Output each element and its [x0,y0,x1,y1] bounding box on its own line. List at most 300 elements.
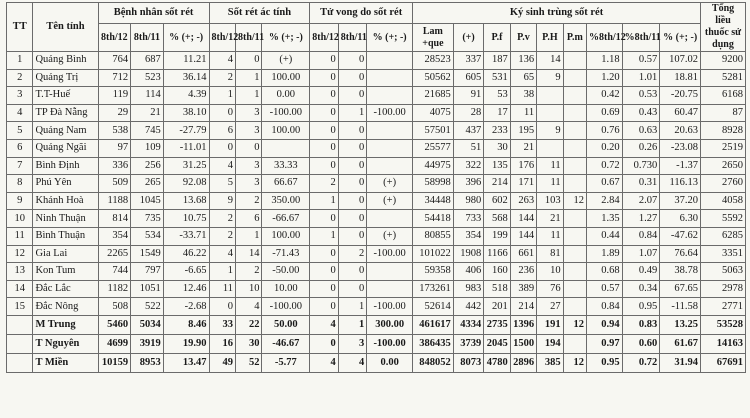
table-cell: 406 [453,263,484,281]
table-cell: 11 [537,175,563,193]
table-cell: 19.90 [163,334,209,353]
table-cell: 10.75 [163,210,209,228]
table-cell: 5034 [131,315,164,334]
table-cell: 12 [563,353,586,372]
subheader: P.f [484,24,510,52]
table-cell: 33 [209,315,235,334]
row-number: 13 [7,263,33,281]
table-cell: 568 [484,210,510,228]
table-cell: 322 [453,157,484,175]
table-cell: 160 [484,263,510,281]
table-cell: 8.46 [163,315,209,334]
table-cell: 22 [235,315,261,334]
table-cell: 3 [235,157,261,175]
table-cell: 5063 [701,263,746,281]
row-number: 7 [7,157,33,175]
table-cell: 0 [235,139,261,157]
table-cell [563,157,586,175]
table-cell: 1 [310,192,338,210]
table-cell: 337 [453,52,484,70]
row-number: 6 [7,139,33,157]
province-name: Khánh Hoà [33,192,98,210]
table-cell: -5.77 [262,353,310,372]
header-tt: TT [7,3,33,52]
row-number [7,353,33,372]
table-cell: 201 [484,298,510,316]
table-cell: 10.00 [262,280,310,298]
table-cell: 76 [537,280,563,298]
table-cell: 0.20 [587,139,623,157]
row-number [7,315,33,334]
table-cell: 1 [235,69,261,87]
table-cell: 67691 [701,353,746,372]
table-cell [563,263,586,281]
table-cell: 744 [98,263,131,281]
table-cell: 11 [209,280,235,298]
table-cell: 91 [453,87,484,105]
table-cell [537,139,563,157]
table-cell: 28523 [413,52,454,70]
table-cell: 13.47 [163,353,209,372]
table-cell: 101022 [413,245,454,263]
total-row [7,353,746,372]
table-cell: (+) [367,175,413,193]
table-cell: 983 [453,280,484,298]
row-number: 5 [7,122,33,140]
table-cell: 103 [537,192,563,210]
table-cell: 2 [338,245,366,263]
table-cell: 0 [338,227,366,245]
table-cell: 3351 [701,245,746,263]
table-cell: 0 [338,263,366,281]
table-cell: 602 [484,192,510,210]
table-cell: 0 [310,52,338,70]
table-cell: -100.00 [367,334,413,353]
table-cell: 0 [338,69,366,87]
table-cell: 534 [131,227,164,245]
table-cell: 4334 [453,315,484,334]
table-cell: 0.72 [587,157,623,175]
table-cell: 1 [209,87,235,105]
table-cell: 848052 [413,353,454,372]
subheader: % (+; -) [163,24,209,52]
table-cell: 13.68 [163,192,209,210]
table-cell: 16 [209,334,235,353]
table-row [7,298,746,316]
table-cell: 30 [235,334,261,353]
table-cell: 44975 [413,157,454,175]
table-cell: 2.07 [622,192,660,210]
table-cell: 1.07 [622,245,660,263]
table-cell [367,210,413,228]
table-cell: 0.730 [622,157,660,175]
table-cell: 0.53 [622,87,660,105]
province-name: Bình Định [33,157,98,175]
table-cell [563,87,586,105]
subheader: % (+; -) [367,24,413,52]
table-cell [537,87,563,105]
table-row [7,139,746,157]
table-cell: 11.21 [163,52,209,70]
table-cell: 11 [537,157,563,175]
province-name: T Nguyên [33,334,98,353]
table-cell: 0.44 [587,227,623,245]
table-cell: 389 [510,280,536,298]
table-cell: 1 [235,87,261,105]
table-cell: 53528 [701,315,746,334]
province-name: Đắc Nông [33,298,98,316]
table-cell: 0.60 [622,334,660,353]
table-cell [563,298,586,316]
table-cell: 0.49 [622,263,660,281]
table-cell: 4 [235,298,261,316]
table-cell: 2 [209,227,235,245]
table-cell: 0.95 [622,298,660,316]
table-cell: -11.01 [163,139,209,157]
table-cell: 1.20 [587,69,623,87]
table-cell: 5592 [701,210,746,228]
table-cell: 4 [209,245,235,263]
table-cell: 0.63 [622,122,660,140]
table-cell: 1.89 [587,245,623,263]
table-row [7,87,746,105]
table-cell: -20.75 [660,87,701,105]
table-cell [563,52,586,70]
subheader: %8th/12 [587,24,623,52]
table-cell: 0 [338,157,366,175]
table-cell [367,52,413,70]
table-cell: 6285 [701,227,746,245]
table-cell: 81 [537,245,563,263]
subheader: 8th/12 [98,24,131,52]
table-cell [563,139,586,157]
table-cell: 265 [131,175,164,193]
table-row [7,157,746,175]
table-cell: 0 [338,175,366,193]
table-cell: -1.37 [660,157,701,175]
table-cell: 0.94 [587,315,623,334]
table-cell: 2 [235,263,261,281]
table-cell: 34448 [413,192,454,210]
table-cell [367,122,413,140]
province-name: Phú Yên [33,175,98,193]
table-cell: 4 [209,52,235,70]
table-cell: 136 [510,52,536,70]
table-cell: 52614 [413,298,454,316]
table-row [7,245,746,263]
table-cell: (+) [367,227,413,245]
table-cell: 0.76 [587,122,623,140]
table-cell: 0 [310,280,338,298]
table-row [7,280,746,298]
table-cell: 10159 [98,353,131,372]
province-name: Quảng Bình [33,52,98,70]
table-cell: 980 [453,192,484,210]
table-cell: 114 [131,87,164,105]
table-cell: 2760 [701,175,746,193]
row-number: 4 [7,104,33,122]
table-cell: 119 [98,87,131,105]
table-cell: -11.58 [660,298,701,316]
subheader: 8th/12 [310,24,338,52]
table-cell: 712 [98,69,131,87]
table-cell: 49 [209,353,235,372]
table-cell: 437 [453,122,484,140]
table-cell: 0 [310,104,338,122]
table-cell: 2 [310,175,338,193]
table-cell: -47.62 [660,227,701,245]
table-cell: 8953 [131,353,164,372]
table-cell: 21 [537,210,563,228]
province-name: Quảng Trị [33,69,98,87]
malaria-report-table [6,2,746,373]
table-cell: 18.81 [660,69,701,87]
table-cell: 13.25 [660,315,701,334]
table-cell: 236 [510,263,536,281]
table-cell: 1 [338,104,366,122]
table-cell: 0 [310,69,338,87]
table-cell: 1 [338,315,366,334]
table-cell: 0.72 [622,353,660,372]
subheader: Lam +que [413,24,454,52]
table-cell: 0 [310,263,338,281]
table-cell: -27.79 [163,122,209,140]
table-cell: 1500 [510,334,536,353]
table-cell: 1188 [98,192,131,210]
table-cell: 0.97 [587,334,623,353]
table-cell: 92.08 [163,175,209,193]
table-cell [563,175,586,193]
table-cell: 3 [235,175,261,193]
table-cell: 1549 [131,245,164,263]
table-cell [563,104,586,122]
table-cell: (+) [367,192,413,210]
table-cell: 173261 [413,280,454,298]
table-cell: 2519 [701,139,746,157]
table-cell: 6.30 [660,210,701,228]
table-cell: 3919 [131,334,164,353]
row-number: 12 [7,245,33,263]
table-cell: 191 [537,315,563,334]
table-cell: 76.64 [660,245,701,263]
table-cell: 0.31 [622,175,660,193]
table-cell: 336 [98,157,131,175]
table-cell: 0 [338,139,366,157]
province-name: M Trung [33,315,98,334]
table-cell: 0.84 [622,227,660,245]
table-cell: 522 [131,298,164,316]
table-cell: 61.67 [660,334,701,353]
table-cell: 0.68 [587,263,623,281]
table-cell [537,104,563,122]
table-cell: 0 [338,192,366,210]
table-cell: 3 [235,104,261,122]
table-cell: (+) [262,52,310,70]
table-cell: 14 [537,52,563,70]
table-cell: 2045 [484,334,510,353]
table-cell: 461617 [413,315,454,334]
table-cell: 65 [510,69,536,87]
table-cell: 30 [484,139,510,157]
table-cell: 50.00 [262,315,310,334]
table-cell: 1166 [484,245,510,263]
table-cell: 3739 [453,334,484,353]
table-cell: 1.01 [622,69,660,87]
table-cell: 1 [209,263,235,281]
table-cell [262,139,310,157]
table-cell: 0 [310,245,338,263]
subheader: 8th/12 [209,24,235,52]
table-row [7,69,746,87]
province-name: Bình Thuận [33,227,98,245]
table-cell: 300.00 [367,315,413,334]
table-cell: 2650 [701,157,746,175]
total-row [7,315,746,334]
table-cell: 214 [484,175,510,193]
table-cell: 233 [484,122,510,140]
subheader: P.H [537,24,563,52]
table-cell: 53 [484,87,510,105]
table-cell: 8073 [453,353,484,372]
table-row [7,263,746,281]
header-patients: Bệnh nhân sốt rét [98,3,209,24]
table-row [7,104,746,122]
table-cell: 733 [453,210,484,228]
table-cell: 1.18 [587,52,623,70]
table-cell: -2.68 [163,298,209,316]
table-cell: 4058 [701,192,746,210]
row-number: 2 [7,69,33,87]
table-cell: 0 [310,210,338,228]
province-name: Đắc Lắc [33,280,98,298]
table-cell: 38.78 [660,263,701,281]
table-cell: -100.00 [367,298,413,316]
table-cell: 745 [131,122,164,140]
table-cell: 6168 [701,87,746,105]
table-cell: 25577 [413,139,454,157]
province-name: Kon Tum [33,263,98,281]
table-cell: 1051 [131,280,164,298]
subheader: P.v [510,24,536,52]
table-cell: 52 [235,353,261,372]
table-cell: 5281 [701,69,746,87]
table-cell: 20.63 [660,122,701,140]
table-cell: 508 [98,298,131,316]
table-cell [367,69,413,87]
province-name: Gia Lai [33,245,98,263]
table-cell: 144 [510,227,536,245]
table-cell: 144 [510,210,536,228]
table-cell: -66.67 [262,210,310,228]
table-cell: 442 [453,298,484,316]
table-cell [563,334,586,353]
row-number: 1 [7,52,33,70]
table-cell: 354 [453,227,484,245]
table-row [7,52,746,70]
table-cell: 57501 [413,122,454,140]
header-deaths: Tử vong do sốt rét [310,3,413,24]
table-cell: 14 [235,245,261,263]
table-cell: 194 [537,334,563,353]
table-cell: 100.00 [262,122,310,140]
table-cell: 1908 [453,245,484,263]
row-number: 10 [7,210,33,228]
province-name: T.T-Huế [33,87,98,105]
table-cell: 1.35 [587,210,623,228]
table-cell: 0 [338,210,366,228]
table-cell: -100.00 [367,245,413,263]
table-cell: 0.43 [622,104,660,122]
table-cell: 187 [484,52,510,70]
province-name: Quảng Ngãi [33,139,98,157]
table-cell: 21685 [413,87,454,105]
table-cell: 4780 [484,353,510,372]
table-cell: 1.27 [622,210,660,228]
table-cell: -100.00 [262,104,310,122]
table-row [7,175,746,193]
table-cell: 0 [310,298,338,316]
table-cell: 0 [310,139,338,157]
table-row [7,122,746,140]
table-cell: -100.00 [262,298,310,316]
table-cell: 31.25 [163,157,209,175]
table-cell: 0 [310,87,338,105]
table-cell: 46.22 [163,245,209,263]
table-cell: 37.20 [660,192,701,210]
table-cell: 9 [209,192,235,210]
table-cell: -23.08 [660,139,701,157]
subheader: 8th/11 [131,24,164,52]
table-cell: 12 [563,315,586,334]
table-cell: 21 [131,104,164,122]
table-cell: 0.83 [622,315,660,334]
table-cell: 0.00 [262,87,310,105]
table-cell: 0 [209,139,235,157]
table-cell: 0 [209,298,235,316]
table-cell: 0.84 [587,298,623,316]
table-cell [563,227,586,245]
table-cell [367,263,413,281]
table-cell: 1 [235,227,261,245]
province-name: T Miền [33,353,98,372]
table-cell: 12 [563,192,586,210]
table-cell: 350.00 [262,192,310,210]
table-cell: 1182 [98,280,131,298]
table-cell [563,245,586,263]
table-cell: 4.39 [163,87,209,105]
table-cell: -71.43 [262,245,310,263]
table-cell: 36.14 [163,69,209,87]
header-province: Tên tỉnh [33,3,98,52]
table-cell: 4075 [413,104,454,122]
subheader: 8th/11 [235,24,261,52]
table-cell: 531 [484,69,510,87]
table-cell: 0 [310,334,338,353]
table-cell: 171 [510,175,536,193]
subheader: (+) [453,24,484,52]
table-cell: 6 [209,122,235,140]
table-cell: 2 [209,210,235,228]
table-cell: 51 [453,139,484,157]
table-cell: 100.00 [262,227,310,245]
table-cell: 28 [453,104,484,122]
table-cell: 4 [338,353,366,372]
table-cell: 11 [537,227,563,245]
table-cell: 29 [98,104,131,122]
table-cell: 87 [701,104,746,122]
table-cell: 0 [310,122,338,140]
table-cell: 214 [510,298,536,316]
